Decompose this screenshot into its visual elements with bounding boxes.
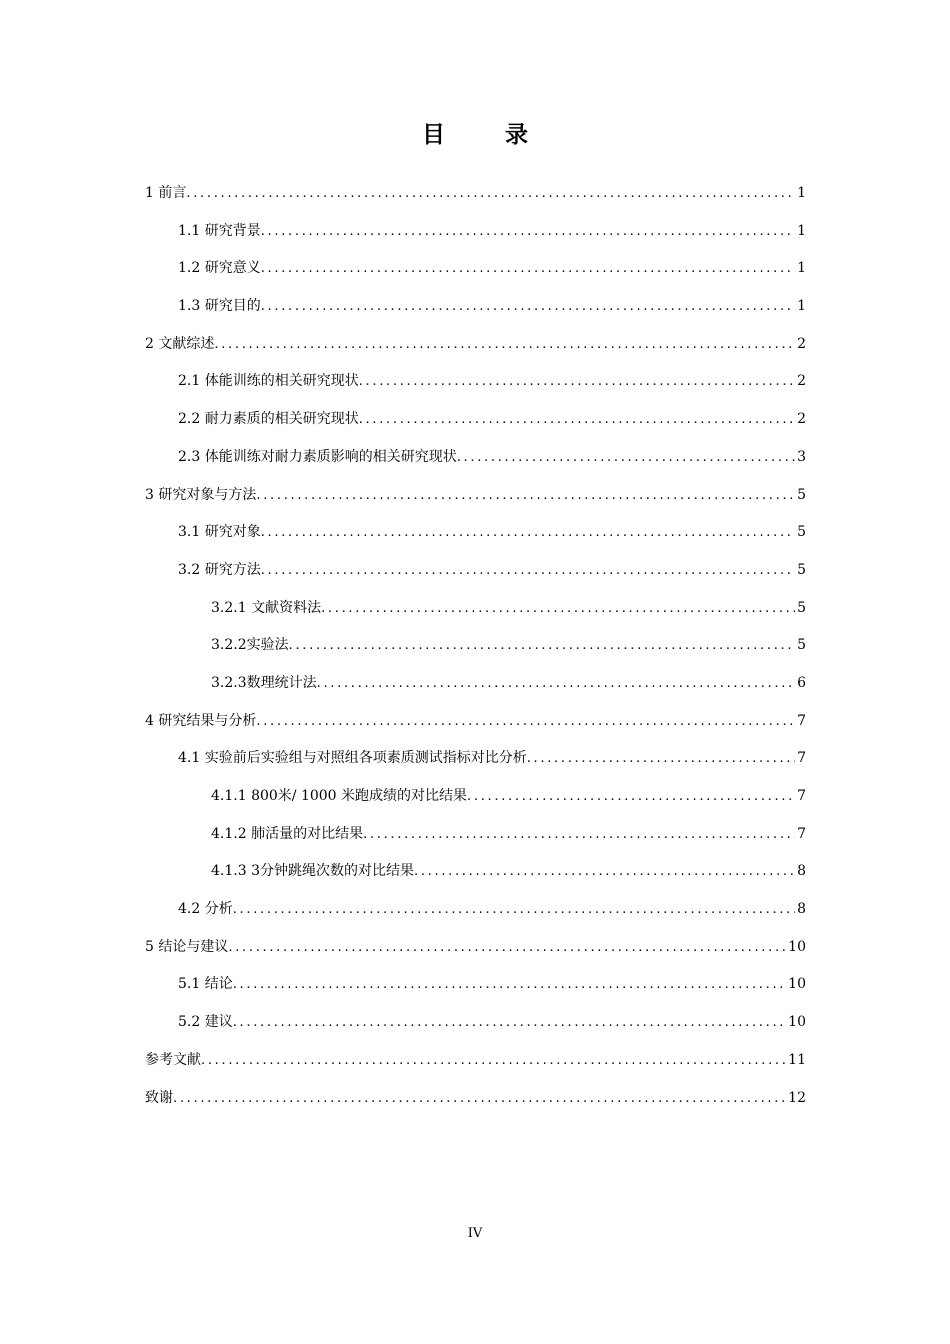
toc-entry-page: 3 [797,448,806,465]
toc-entry-title: 4.1.1 800米/ 1000 米跑成绩的对比结果 [211,788,468,804]
toc-entry-page: 11 [788,1051,806,1068]
toc-dot-leader [233,966,786,1004]
toc-entry-page: 2 [797,411,806,428]
toc-entry-page: 7 [797,712,806,729]
toc-entry[interactable] [145,213,806,251]
toc-dot-leader [256,703,795,741]
toc-entry-page: 5 [797,524,806,541]
toc-entry-title: 1.3 研究目的 [178,298,261,315]
toc-entry[interactable] [145,1080,806,1118]
page-number: IV [467,1226,483,1241]
toc-entry[interactable] [145,627,806,665]
toc-entry[interactable] [145,816,806,854]
toc-dot-leader [414,853,795,891]
toc-entry-title: 3 研究对象与方法 [145,486,257,503]
toc-dot-leader [261,213,795,251]
toc-dot-leader [233,1004,786,1042]
toc-entry[interactable] [145,891,806,929]
toc-dot-leader [317,665,795,703]
toc-dot-leader [363,816,795,854]
toc-entry[interactable] [145,1042,806,1080]
toc-entry[interactable] [145,250,806,288]
toc-entry-title: 4.1.3 3分钟跳绳次数的对比结果 [211,863,414,880]
toc-entry-title: 2.1 体能训练的相关研究现状 [178,373,359,390]
toc-entry-title: 3.1 研究对象 [178,524,261,541]
toc-entry[interactable] [145,175,806,213]
toc-entry-title: 3.2.2实验法 [211,637,289,654]
toc-entry-page: 10 [788,976,806,993]
toc-entry[interactable] [145,439,806,477]
toc-entry-page: 1 [797,298,806,315]
toc-entry[interactable] [145,1004,806,1042]
toc-entry[interactable] [145,401,806,439]
toc-entry-page: 7 [797,750,806,767]
toc-entry-title: 2 文献综述 [145,335,215,352]
toc-dot-leader [527,740,795,778]
toc-entry-title: 1.2 研究意义 [178,260,261,277]
toc-entry-title: 2.3 体能训练对耐力素质影响的相关研究现状 [178,448,457,465]
toc-entry-page: 2 [797,335,806,352]
toc-entry[interactable] [145,326,806,364]
toc-dot-leader [233,891,795,929]
toc-entry-title: 3.2.3数理统计法 [211,674,317,691]
toc-entry-title: 致谢 [145,1089,173,1106]
toc-dot-leader [201,1042,786,1080]
toc-dot-leader [261,514,795,552]
toc-entry-page: 1 [797,222,806,239]
toc-entry[interactable] [145,552,806,590]
toc-entry-page: 1 [797,185,806,201]
toc-entry[interactable] [145,514,806,552]
toc-dot-leader [359,401,795,439]
toc-entry[interactable] [145,363,806,401]
toc-dot-leader [214,326,795,364]
toc-entry-title: 3.2 研究方法 [178,561,261,578]
toc-entry-page: 12 [788,1089,806,1106]
toc-entry-page: 8 [797,863,806,880]
toc-dot-leader [186,175,795,213]
toc-entry-page: 1 [797,260,806,277]
toc-entry-title: 1 前言 [145,185,187,201]
toc-entry-title: 4.2 分析 [178,901,233,918]
toc-entry[interactable] [145,665,806,703]
toc-entry[interactable] [145,288,806,326]
toc-entry-page: 5 [797,486,806,503]
toc-entry-page: 6 [797,674,806,691]
toc-entry-page: 5 [797,637,806,654]
table-of-contents [145,175,806,1117]
toc-entry-page: 10 [788,1014,806,1031]
toc-entry-page: 10 [788,938,806,955]
toc-dot-leader [261,288,795,326]
toc-entry[interactable] [145,477,806,515]
toc-dot-leader [321,590,795,628]
toc-entry-page: 7 [797,825,806,842]
toc-entry-page: 2 [797,373,806,390]
toc-entry-title: 2.2 耐力素质的相关研究现状 [178,411,359,428]
toc-entry-page: 5 [797,599,806,616]
toc-entry-title: 4.1.2 肺活量的对比结果 [211,825,364,842]
toc-entry-title: 1.1 研究背景 [178,222,261,239]
toc-dot-leader [173,1080,786,1118]
toc-entry[interactable] [145,778,806,816]
toc-entry-title: 5 结论与建议 [145,938,229,955]
toc-dot-leader [467,778,795,816]
toc-entry[interactable] [145,966,806,1004]
toc-dot-leader [228,929,786,967]
toc-entry[interactable] [145,703,806,741]
toc-dot-leader [261,552,795,590]
toc-dot-leader [256,477,795,515]
toc-entry[interactable] [145,929,806,967]
toc-dot-leader [359,363,795,401]
toc-dot-leader [261,250,795,288]
toc-entry-title: 4.1 实验前后实验组与对照组各项素质测试指标对比分析 [178,750,527,767]
toc-entry[interactable] [145,853,806,891]
toc-entry-title: 4 研究结果与分析 [145,712,257,729]
toc-entry-page: 8 [797,901,806,918]
toc-dot-leader [289,627,795,665]
toc-entry[interactable] [145,590,806,628]
toc-entry-title: 5.2 建议 [178,1014,233,1031]
toc-entry-title: 3.2.1 文献资料法 [211,599,322,616]
toc-entry-page: 5 [797,561,806,578]
toc-entry-title: 参考文献 [145,1051,201,1068]
toc-entry-page: 7 [797,788,806,804]
toc-entry[interactable] [145,740,806,778]
page-title: 目 录 [421,122,554,148]
toc-dot-leader [457,439,795,477]
toc-entry-title: 5.1 结论 [178,976,233,993]
